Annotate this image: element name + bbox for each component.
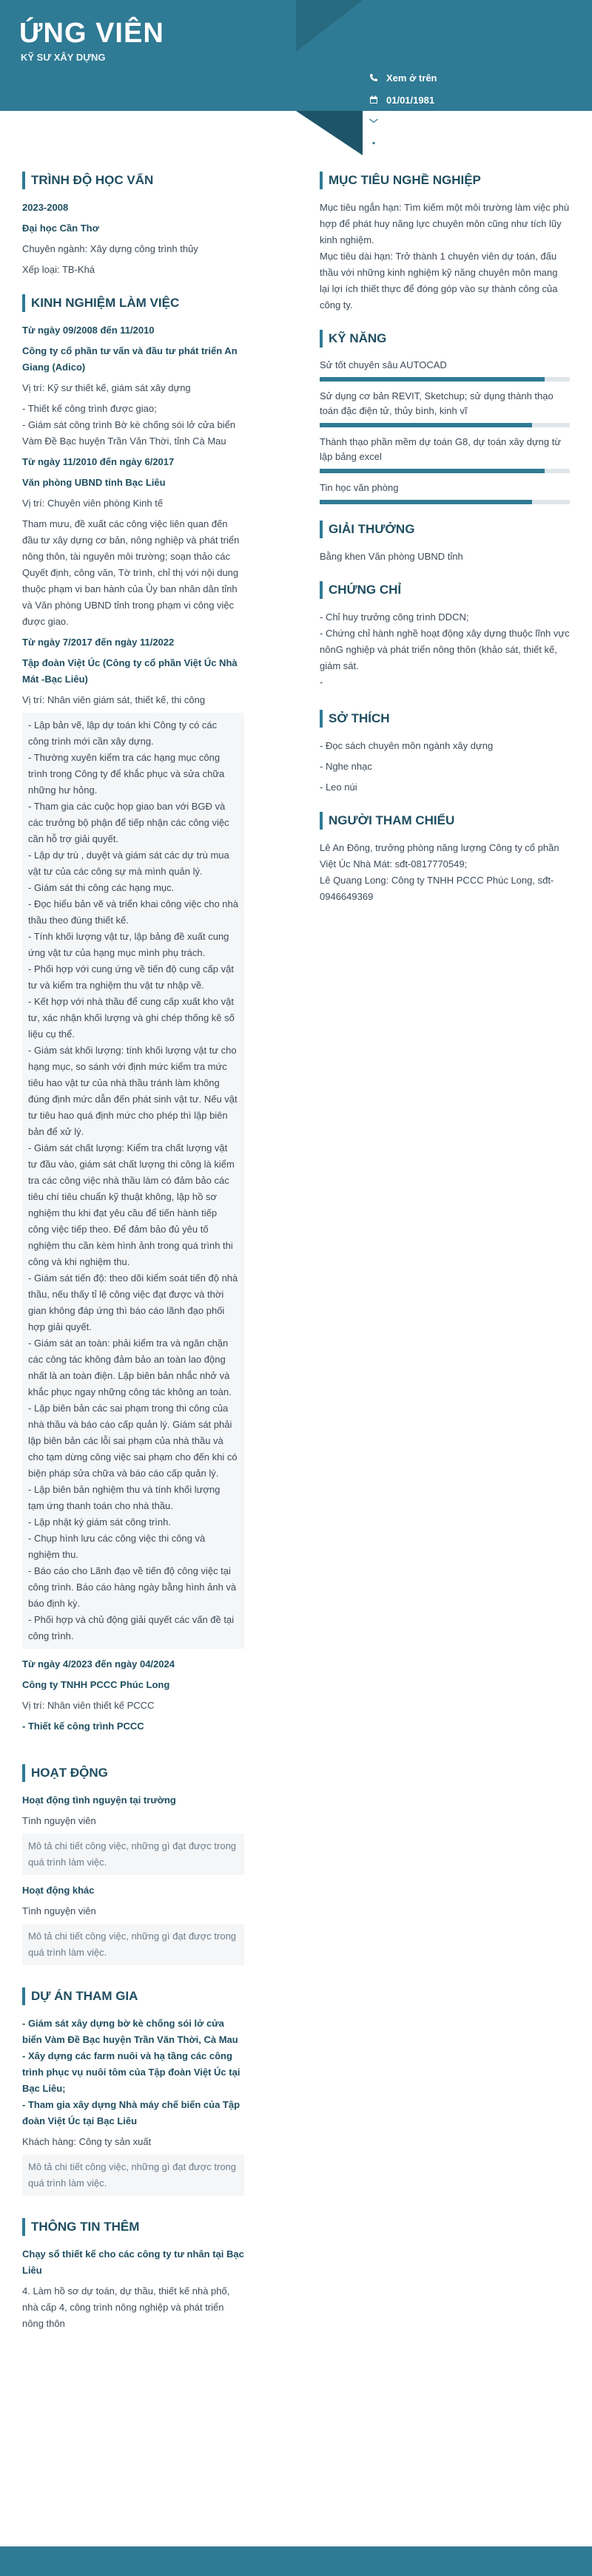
- job-detail: - Giám sát khối lượng: tính khối lượng vật tư cho hạng mục, so sánh với định mức kiểm tra mức tiêu hao vật tư của nhà thầu tránh làm không đúng định mức dẫn đến phát sinh vật tư. Nếu vật tư tiêu hao quá định mức cho phép thì lập biên bản để xử lý.: [28, 1045, 238, 1137]
- extra-desc: 4. Làm hồ sơ dự toán, dự thầu, thiết kế nhà phố, nhà cấp 4, công trình nông nghiệp và phát triển nông thôn: [22, 2285, 230, 2329]
- objective-section: [320, 172, 570, 313]
- job-company: Tập đoàn Việt Úc (Công ty cổ phần Việt Úc Nhà Mát -Bạc Liêu): [22, 657, 238, 685]
- hobbies-title: SỞ THÍCH: [320, 710, 570, 728]
- job-detail: - Tham gia các cuộc họp giao ban với BGĐ và các trưởng bộ phận để tiếp nhận các công việc cần hỗ trợ giải quyết.: [28, 801, 229, 844]
- skill-bar-fill: [320, 423, 532, 427]
- job-detail: Tham mưu, đề xuất các công việc liên quan đến đầu tư xây dựng cơ bản, nông nghiệp và phát triển nông thôn, tài nguyên môi trường; soạn thảo các Quyết định, công văn, Tờ trình, chỉ thị với nội dung thuộc phạm vi ban hành của Ủy ban nhân dân tỉnh và Văn phòng UBND tỉnh trong phạm vi công việc được giao.: [22, 518, 240, 627]
- location-icon: [369, 139, 379, 149]
- education-major: Chuyên ngành: Xây dựng công trình thủy: [22, 243, 198, 254]
- skill-bar: [320, 377, 570, 382]
- skill-bar-fill: [320, 500, 532, 504]
- awards-title: GIẢI THƯỞNG: [320, 521, 570, 538]
- certificates-section: [320, 581, 570, 691]
- job-detail: - Lập biên bản nghiệm thu và tính khối lượng tạm ứng thanh toán cho nhà thầu.: [28, 1484, 221, 1511]
- footer-strip: [0, 2546, 592, 2576]
- activity-desc-block: [22, 1834, 244, 1875]
- job-detail-block: [22, 713, 244, 1649]
- job-detail: - Phối hợp và chủ động giải quyết các vấn đề tại công trình.: [28, 1614, 235, 1641]
- job-detail: - Lập dự trù , duyệt và giám sát các dự trù mua vật tư của các công sự mà mình quản lý.: [28, 850, 229, 877]
- job-period: Từ ngày 11/2010 đến ngày 6/2017: [22, 456, 175, 467]
- extra-title: THÔNG TIN THÊM: [22, 2218, 244, 2236]
- project-item: - Giám sát xây dựng bờ kè chống sói lở cửa biển Vàm Đề Bạc huyện Trần Văn Thời, Cà Mau: [22, 2018, 238, 2045]
- education-section: [22, 172, 244, 278]
- reference-item: Lê An Đông, trưởng phòng năng lượng Công ty cổ phần Việt Úc Nhà Mát: sđt-0817770549;: [320, 842, 559, 870]
- hobby-item: - Nghe nhạc: [320, 761, 372, 772]
- extra-section: [22, 2218, 244, 2332]
- extra-heading: Chạy sổ thiết kế cho các công ty tư nhân tại Bạc Liêu: [22, 2248, 244, 2276]
- phone-icon: [369, 72, 379, 83]
- job-detail: - Lập biên bản các sai phạm trong thi công của nhà thầu và báo cáo cấp quản lý. Giám sát phải lập biên bản các lỗi sai phạm của nhà thầu và cho tạm dừng công việc sai phạm cho đến khi có biện pháp sửa chữa và báo cáo cấp quản lý.: [28, 1403, 238, 1479]
- project-client: Khách hàng: Công ty sản xuất: [22, 2136, 152, 2147]
- certificate-item: - Chứng chỉ hành nghề hoạt động xây dựng thuộc lĩnh vực nônG nghiệp và phát triển nông thôn (khảo sát, thiết kế, giám sát.: [320, 628, 570, 671]
- project-desc: Mô tả chi tiết công việc, những gì đạt được trong quá trình làm việc.: [28, 2161, 237, 2189]
- certificates-title: CHỨNG CHỈ: [320, 581, 570, 599]
- skill-bar-fill: [320, 377, 545, 382]
- job-detail: - Thiết kế công trình được giao;: [22, 403, 157, 414]
- decor-fold-bottom: [296, 111, 363, 155]
- activities-title: HOẠT ĐỘNG: [22, 1764, 244, 1782]
- activities-section: [22, 1764, 244, 1965]
- job-detail: - Giám sát công trình Bờ kè chống sói lở cửa biển Vàm Đề Bạc huyện Trần Văn Thời, tỉnh Cà Mau: [22, 419, 236, 447]
- skill-label: Sử tốt chuyên sâu AUTOCAD: [320, 359, 447, 370]
- education-title: TRÌNH ĐỘ HỌC VẤN: [22, 172, 244, 189]
- contact-phone: Xem ở trên: [369, 67, 591, 89]
- activity-name: Hoạt động khác: [22, 1885, 95, 1896]
- experience-title: KINH NGHIỆM LÀM VIỆC: [22, 294, 244, 312]
- activity-desc: Mô tả chi tiết công việc, những gì đạt được trong quá trình làm việc.: [28, 1840, 237, 1868]
- skill-bar-fill: [320, 469, 545, 473]
- job-detail: - Giám sát chất lượng: Kiểm tra chất lượng vật tư đầu vào, giám sát chất lượng thi công là kiểm tra các công việc nhà thầu làm có đảm bảo các tiêu chí tiêu chuẩn kỹ thuật không, lập hồ sơ nghiệm thu khi đạt yêu cầu để tiến hành tiếp công việc tiếp theo. Để đảm bảo đủ yêu tố nghiệm thu cần kèm hình ảnh trong quá trình thi công và khi nghiệm thu.: [28, 1142, 235, 1267]
- job-detail: - Chụp hình lưu các công việc thi công và nghiệm thu.: [28, 1533, 206, 1560]
- job-position: Vị trí: Nhân viên giám sát, thiết kế, thi công: [22, 694, 206, 705]
- award-item: Bằng khen Văn phòng UBND tỉnh: [320, 551, 463, 562]
- job-detail: - Phối hợp với cung ứng về tiến độ cung cấp vật tư và kiểm tra nghiệm thu vật tư nhập về.: [28, 963, 234, 991]
- hobby-item: - Leo núi: [320, 782, 357, 793]
- activity-name: Hoạt động tình nguyện tại trường: [22, 1794, 176, 1806]
- skills-title: KỸ NĂNG: [320, 330, 570, 348]
- projects-section: [22, 1987, 244, 2196]
- awards-section: [320, 521, 570, 565]
- job-company: Công ty cổ phần tư vấn và đầu tư phát triển An Giang (Adico): [22, 345, 238, 373]
- objective-title: MỤC TIÊU NGHỀ NGHIỆP: [320, 172, 570, 189]
- job-position: Vị trí: Chuyên viên phòng Kinh tế: [22, 498, 164, 509]
- candidate-name: ỨNG VIÊN: [19, 18, 164, 49]
- decor-fold-top: [296, 0, 363, 52]
- job-company: Công ty TNHH PCCC Phúc Long: [22, 1679, 170, 1690]
- candidate-role: KỸ SƯ XÂY DỰNG: [21, 52, 106, 63]
- reference-item: Lê Quang Long: Công ty TNHH PCCC Phúc Long, sđt-0946649369: [320, 875, 554, 902]
- job-period: Từ ngày 4/2023 đến ngày 04/2024: [22, 1658, 175, 1670]
- right-column: [320, 172, 570, 921]
- job-company: Văn phòng UBND tỉnh Bạc Liêu: [22, 477, 166, 488]
- references-section: [320, 812, 570, 905]
- contact-block: [369, 67, 591, 155]
- certificate-item: -: [320, 677, 323, 688]
- left-column: [22, 172, 244, 2348]
- job-detail: - Thường xuyên kiểm tra các hạng mục công trình trong Công ty để khắc phục và sửa chữa những hư hỏng.: [28, 752, 225, 796]
- job-detail: - Lập bản vẽ, lập dự toán khi Công ty có các công trình mới cần xây dựng.: [28, 719, 218, 747]
- project-desc-block: [22, 2155, 244, 2196]
- skill-label: Tin học văn phòng: [320, 482, 399, 493]
- job-detail: - Giám sát an toàn: phải kiểm tra và ngăn chặn các công tác không đảm bảo an toàn lao động nhất là an toàn điện. Lập biên bản nhắc nhở và khắc phục ngay những công tác không an toàn.: [28, 1338, 232, 1397]
- email-icon: [369, 117, 379, 127]
- job-period: Từ ngày 7/2017 đến ngày 11/2022: [22, 637, 175, 648]
- skill-bar: [320, 469, 570, 473]
- activity-desc: Mô tả chi tiết công việc, những gì đạt được trong quá trình làm việc.: [28, 1931, 237, 1958]
- activity-desc-block: [22, 1924, 244, 1965]
- education-grade: Xếp loại: TB-Khá: [22, 264, 95, 275]
- job-3: [22, 634, 244, 1649]
- job-position: Vị trí: Kỹ sư thiết kế, giám sát xây dựng: [22, 382, 191, 393]
- calendar-icon: [369, 95, 379, 105]
- project-item: - Tham gia xây dựng Nhà máy chế biến của Tập đoàn Việt Úc tại Bạc Liêu: [22, 2099, 240, 2126]
- contact-email: Xem ở trên: [369, 111, 591, 133]
- contact-address: 025c/1, khóm Đầu Lộ A, Nhà Mát, BL: [369, 133, 591, 155]
- skills-section: [320, 330, 570, 504]
- hobbies-section: [320, 710, 570, 796]
- education-school: Đại học Cần Thơ: [22, 223, 99, 234]
- job-detail: - Giám sát thi công các hạng mục.: [28, 882, 175, 893]
- education-year: 2023-2008: [22, 202, 69, 213]
- objective-long: Mục tiêu dài hạn: Trở thành 1 chuyên viên dự toán, đấu thầu với những kinh nghiệm kỹ năng chuyên môn mang lại lợi ích thiết thực để đóng góp vào sự thành công của công ty.: [320, 251, 558, 311]
- activity-role: Tình nguyện viên: [22, 1905, 96, 1916]
- skill-label: Thành thạo phần mềm dự toán G8, dự toán xây dựng từ lập bảng excel: [320, 436, 562, 462]
- skill-bar: [320, 423, 570, 427]
- job-4: [22, 1656, 244, 1735]
- hobby-item: - Đọc sách chuyên môn ngành xây dựng: [320, 740, 494, 751]
- skill-label: Sử dụng cơ bản REVIT, Sketchup; sử dụng thành thạo toán đặc điện tử, thủy bình, kinh vĩ: [320, 390, 554, 416]
- job-detail: - Đọc hiểu bản vẽ và triển khai công việc cho nhà thầu theo đúng thiết kế.: [28, 898, 239, 926]
- references-title: NGƯỜI THAM CHIẾU: [320, 812, 570, 830]
- job-2: [22, 454, 244, 634]
- job-detail: - Tính khối lượng vật tư, lập bảng đề xuất cung ứng vật tư của hạng mục mình phụ trách.: [28, 931, 229, 958]
- contact-birthday: 01/01/1981: [369, 89, 591, 111]
- job-detail: - Thiết kế công trình PCCC: [22, 1721, 144, 1732]
- activity-role: Tình nguyện viên: [22, 1815, 96, 1826]
- certificate-item: - Chỉ huy trưởng công trình DDCN;: [320, 611, 469, 623]
- job-position: Vị trí: Nhân viên thiết kế PCCC: [22, 1700, 155, 1711]
- job-period: Từ ngày 09/2008 đến 11/2010: [22, 325, 155, 336]
- skill-bar: [320, 500, 570, 504]
- projects-title: DỰ ÁN THAM GIA: [22, 1987, 244, 2005]
- experience-section: [22, 294, 244, 1735]
- job-detail: - Báo cáo cho Lãnh đạo về tiến độ công việc tại công trình. Báo cáo hàng ngày bằng hình ảnh và báo định kỳ.: [28, 1565, 237, 1609]
- objective-short: Mục tiêu ngắn hạn: Tìm kiếm một môi trường làm việc phù hợp để phát huy năng lực chuyên môn cũng như tích lũy kinh nghiệm.: [320, 202, 570, 245]
- job-detail: - Kết hợp với nhà thầu để cung cấp xuất kho vật tư, xác nhận khối lượng và ghi chép thống kê số liệu cụ thể.: [28, 996, 235, 1040]
- job-1: [22, 322, 244, 454]
- job-detail: - Giám sát tiến độ: theo dõi kiểm soát tiến độ nhà thầu, nếu thấy tỉ lệ công việc đạt được và thời gian không đáp ứng thì báo cáo lãnh đạo phối hợp giải quyết.: [28, 1272, 238, 1332]
- job-detail: - Lập nhật ký giám sát công trình.: [28, 1516, 171, 1528]
- project-item: - Xây dựng các farm nuôi và hạ tầng các công trình phục vụ nuôi tôm của Tập đoàn Việt Úc tại Bạc Liêu;: [22, 2050, 240, 2094]
